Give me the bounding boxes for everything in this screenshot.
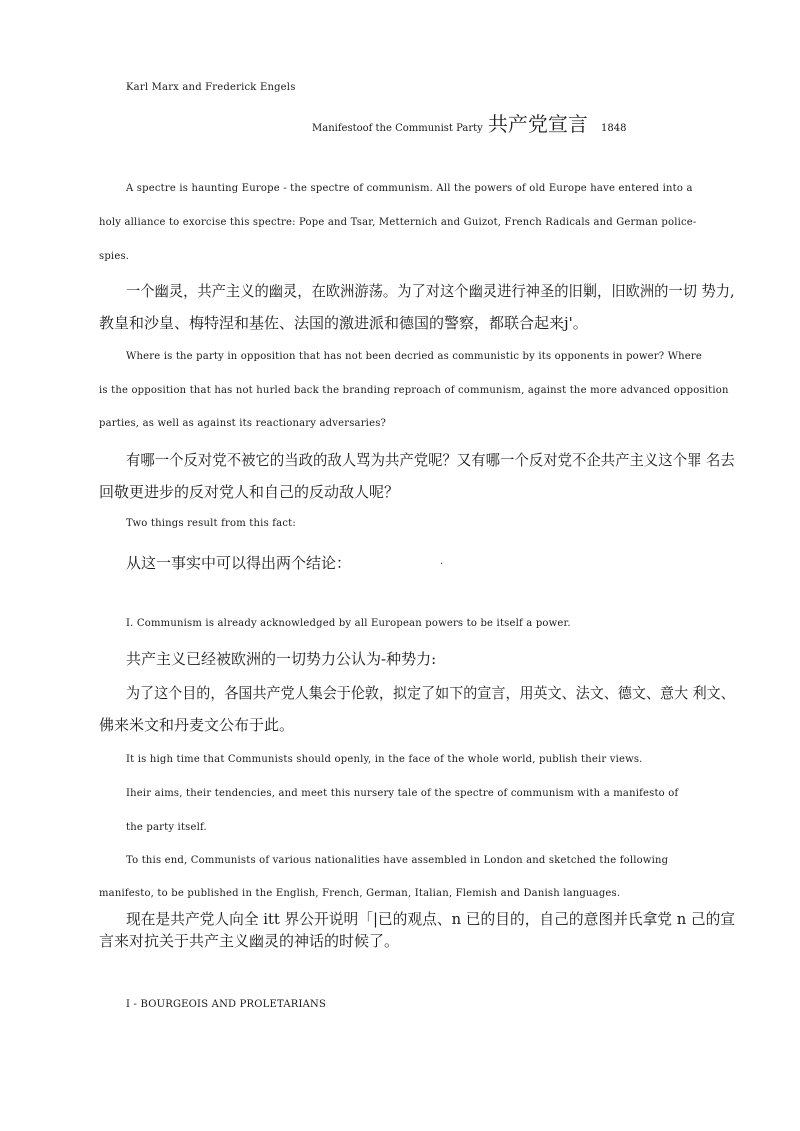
title-year: 1848 (601, 123, 627, 134)
paragraph-zh-line: 共产主义已经被欧洲的一切势力公认为-种势力: (126, 650, 437, 668)
paragraph-zh-line: 为了这个目的，各国共产党人集会于伦敦，拟定了如下的宣言，用英文、法文、德文、意大 利文、 (126, 684, 735, 702)
paragraph-en-line: the party itself. (126, 822, 207, 833)
paragraph-en-line: It is high time that Communists should openly, in the face of the whole world, publish their views. (126, 754, 643, 765)
paragraph-zh-line: 教皇和沙皇、梅特涅和基佐、法国的激进派和德国的警察，都联合起来j'。 (99, 314, 588, 332)
paragraph-zh-line: 一个幽灵，共产主义的幽灵，在欧洲游荡。为了对这个幽灵进行神圣的旧剿，旧欧洲的一切 势力, (126, 282, 735, 300)
paragraph-zh-line: 言来对抗关于共产主义幽灵的神话的时候了。 (99, 932, 400, 950)
title-chinese: 共产党宣言 (487, 112, 588, 136)
paragraph-en-line: is the opposition that has not hurled back the branding reproach of communism, against the more advanced opposition (99, 385, 729, 396)
authors-line: Karl Marx and Frederick Engels (126, 82, 296, 93)
title-english: Manifestoof the Communist Party (312, 123, 483, 134)
paragraph-zh-line: 现在是共产党人向全 itt 界公开说明「|已的观点、n 已的目的，自己的意图并氏拿党 n 己的宣 (126, 910, 736, 928)
paragraph-en-line: Where is the party in opposition that has not been decried as communistic by its opponents in power? Where (126, 351, 703, 362)
paragraph-en-line: A spectre is haunting Europe - the spectre of communism. All the powers of old Europe have entered into a (126, 183, 693, 194)
paragraph-en-line: To this end, Communists of various nationalities have assembled in London and sketched the following (126, 855, 669, 866)
paragraph-en-line: Iheir aims, their tendencies, and meet this nursery tale of the spectre of communism with a manifesto of (126, 788, 679, 799)
paragraph-en-line: Two things result from this fact: (126, 518, 296, 529)
paragraph-zh-line: 从这一事实中可以得出两个结论： (126, 554, 352, 572)
paragraph-zh-line: 佛来米文和丹麦文公布于此。 (99, 716, 295, 734)
paragraph-en-line: I. Communism is already acknowledged by all European powers to be itself a power. (126, 618, 571, 629)
paragraph-en-line: spies. (99, 251, 130, 262)
paragraph-en-line: parties, as well as against its reactionary adversaries? (99, 418, 387, 429)
paragraph-zh-line: 有哪一个反对党不被它的当政的敌人骂为共产党呢？又有哪一个反对党不企共产主义这个罪 名去 (126, 451, 735, 469)
paragraph-en-line: holy alliance to exorcise this spectre: Pope and Tsar, Metternich and Guizot, French Radicals and German police- (99, 217, 697, 228)
section-heading: I - BOURGEOIS AND PROLETARIANS (126, 999, 327, 1010)
paragraph-en-line: manifesto, to be published in the English, French, German, Italian, Flemish and Danish languages. (99, 888, 621, 899)
document-title (312, 108, 626, 137)
stray-period: . (440, 556, 444, 567)
paragraph-zh-line: 回敬更进步的反对党人和自己的反动敌人呢？ (99, 483, 400, 501)
